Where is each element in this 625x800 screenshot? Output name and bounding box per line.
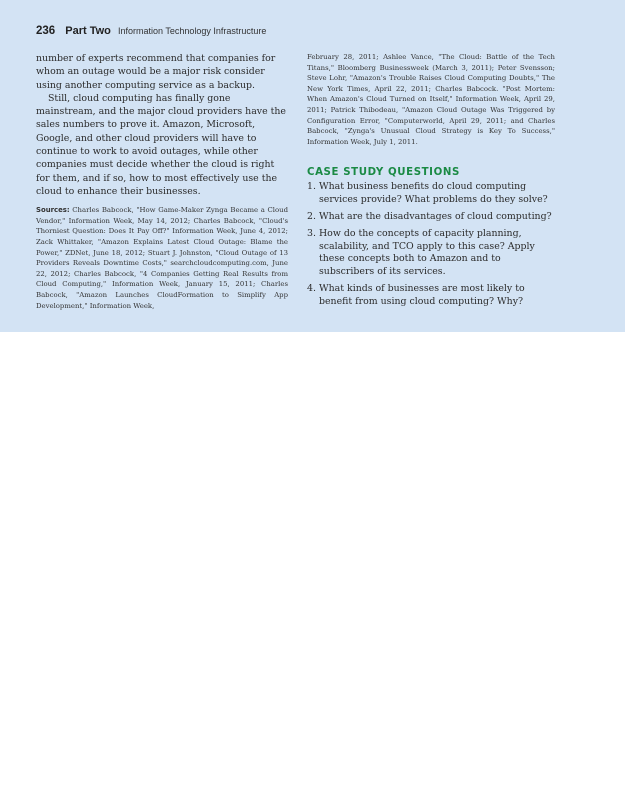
body-paragraph-1: number of experts recommend that companies for whom an outage would be a major risk consider using another computing service as a backup. — [36, 53, 276, 91]
question-number: 1. — [307, 181, 316, 193]
page-number: 236 — [36, 25, 56, 37]
page-header — [36, 25, 266, 37]
right-column — [307, 52, 555, 313]
question-text: What kinds of businesses are most likely to benefit from using cloud computing? Why? — [319, 282, 525, 307]
body-paragraph-2: Still, cloud computing has finally gone mainstream, and the major cloud providers have the sales numbers to prove it. Amazon, Microsoft, Google, and other cloud providers will have to continue to work to avoid outages, while other companies must decide whether the cloud is right for them, and if so, how to most effectively use the cloud to enhance their businesses. — [36, 92, 286, 197]
sources-label: Sources: — [36, 206, 70, 215]
sources-text: Charles Babcock, "How Game-Maker Zynga Became a Cloud Vendor," Information Week, May 14, 2012; Charles Babcock, "Cloud's Thorniest Question: Does It Pay Off?" Information Week, June 4, 2012; Zack Whittaker, "Amazon Explains Latest Cloud Outage: Blame the Power," ZDNet, June 18, 2012; Stuart J. Johnston, "Cloud Outage of 13 Providers Reveals Downtime Costs," searchcloudcomputing.com, June 22, 2012; Charles Babcock, "4 Companies Getting Real Results from Cloud Computing," Information Week, January 15, 2011; Charles Babcock, "Amazon Launches CloudFormation to Simplify App Development," Information Week, — [36, 206, 288, 310]
sources-block — [36, 205, 288, 311]
case-study-questions — [307, 181, 555, 308]
question-text: How do the concepts of capacity planning, scalability, and TCO apply to this case? Apply these concepts both to Amazon and to subscribers of its services. — [319, 227, 535, 278]
case-study-heading: CASE STUDY QUESTIONS — [307, 167, 460, 179]
sources-continued: February 28, 2011; Ashlee Vance, "The Cloud: Battle of the Tech Titans," Bloomberg Businessweek (March 3, 2011); Peter Svensson; Steve Lohr, "Amazon's Trouble Raises Cloud Computing Doubts," The New York Times, April 22, 2011; Charles Babcock. "Post Mortem: When Amazon's Cloud Turned on Itself," Information Week, April 29, 2011; Patrick Thibodeau, "Amazon Cloud Outage Was Triggered by Configuration Error, "Computerworld, April 29, 2011; and Charles Babcock, "Zynga's Unusual Cloud Strategy is Key To Success," Information Week, July 1, 2011. — [307, 53, 555, 146]
left-column — [36, 52, 288, 311]
question-item — [307, 181, 555, 207]
question-number: 4. — [307, 282, 316, 294]
question-item — [307, 283, 555, 309]
question-number: 3. — [307, 227, 316, 239]
part-label: Part Two — [65, 25, 111, 37]
question-item — [307, 211, 555, 224]
part-title: Information Technology Infrastructure — [117, 26, 267, 36]
question-number: 2. — [307, 210, 316, 222]
question-text: What business benefits do cloud computing services provide? What problems do they solve? — [319, 181, 548, 206]
question-item — [307, 228, 555, 279]
question-text: What are the disadvantages of cloud computing? — [319, 210, 552, 222]
